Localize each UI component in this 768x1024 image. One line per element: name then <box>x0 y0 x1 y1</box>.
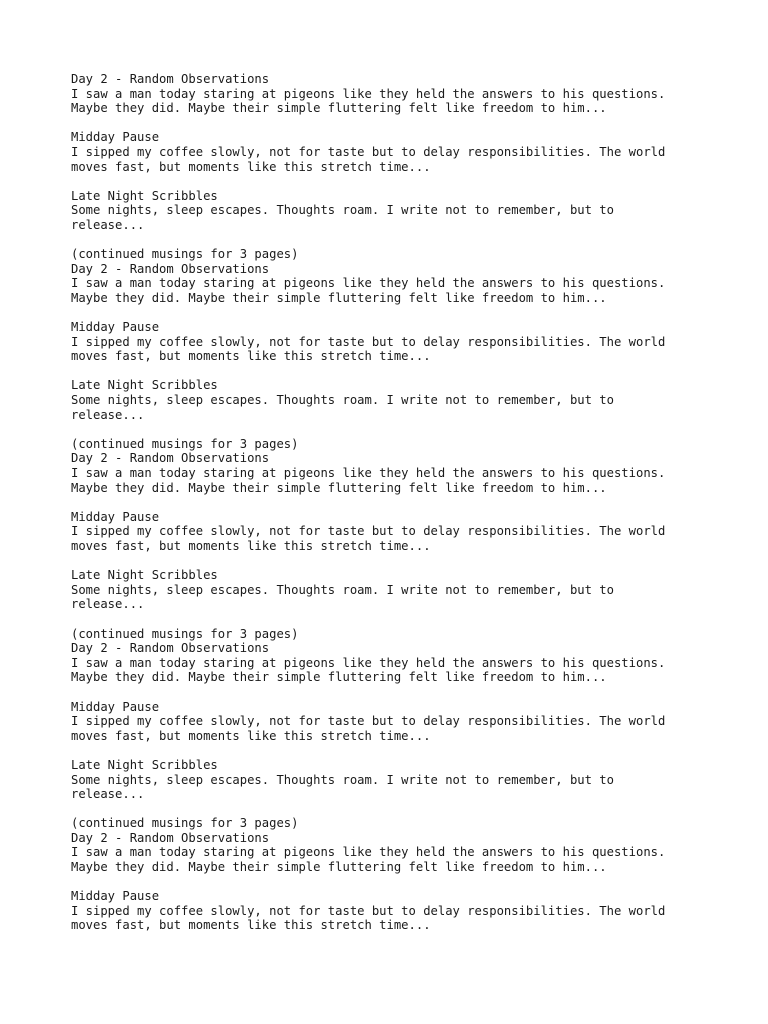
entry-title: Late Night Scribbles <box>71 378 218 393</box>
paragraph-gap <box>71 364 711 379</box>
entry-text-line: Some nights, sleep escapes. Thoughts roam. I write not to remember, but to <box>71 393 614 408</box>
journal-entry <box>71 189 711 233</box>
entry-text-line: I saw a man today staring at pigeons like they held the answers to his questions. <box>71 466 666 481</box>
entry-title: Late Night Scribbles <box>71 568 218 583</box>
entry-text-line: moves fast, but moments like this stretch time... <box>71 159 431 174</box>
entry-text-line: I sipped my coffee slowly, not for taste but to delay responsibilities. The world <box>71 334 666 349</box>
continuation-note: (continued musings for 3 pages) <box>71 816 299 831</box>
journal-entry <box>71 831 711 875</box>
entry-text-line: moves fast, but moments like this stretch time... <box>71 349 431 364</box>
paragraph-gap <box>71 495 711 510</box>
journal-entry <box>71 378 711 422</box>
entry-text-line: I sipped my coffee slowly, not for taste but to delay responsibilities. The world <box>71 524 666 539</box>
paragraph-gap <box>71 554 711 569</box>
journal-entry <box>71 451 711 495</box>
entry-text-line: I saw a man today staring at pigeons like they held the answers to his questions. <box>71 86 666 101</box>
entry-title: Day 2 - Random Observations <box>71 451 270 466</box>
entry-title: Day 2 - Random Observations <box>71 830 270 845</box>
entry-text-line: Maybe they did. Maybe their simple fluttering felt like freedom to him... <box>71 290 607 305</box>
entry-text-line: I sipped my coffee slowly, not for taste but to delay responsibilities. The world <box>71 144 666 159</box>
entry-text-line: Maybe they did. Maybe their simple fluttering felt like freedom to him... <box>71 670 607 685</box>
journal-entry <box>71 568 711 612</box>
entry-text-line: moves fast, but moments like this stretch time... <box>71 918 431 933</box>
document-page <box>71 72 711 933</box>
entry-text-line: Maybe they did. Maybe their simple fluttering felt like freedom to him... <box>71 860 607 875</box>
journal-entry <box>71 72 711 116</box>
entry-text-line: release... <box>71 787 145 802</box>
journal-entry <box>71 700 711 744</box>
paragraph-gap <box>71 422 711 437</box>
paragraph-gap <box>71 306 711 321</box>
entry-text-line: I saw a man today staring at pigeons like they held the answers to his questions. <box>71 845 666 860</box>
entry-text-line: Some nights, sleep escapes. Thoughts roam. I write not to remember, but to <box>71 582 614 597</box>
entry-title: Late Night Scribbles <box>71 757 218 772</box>
entry-text-line: release... <box>71 597 145 612</box>
entry-text-line: release... <box>71 407 145 422</box>
journal-entry <box>71 320 711 364</box>
journal-entry <box>71 889 711 933</box>
entry-text-line: I saw a man today staring at pigeons like they held the answers to his questions. <box>71 276 666 291</box>
entry-text-line: Some nights, sleep escapes. Thoughts roam. I write not to remember, but to <box>71 203 614 218</box>
paragraph-gap <box>71 116 711 131</box>
entry-title: Midday Pause <box>71 320 160 335</box>
entry-title: Late Night Scribbles <box>71 188 218 203</box>
paragraph-gap <box>71 875 711 890</box>
entry-title: Midday Pause <box>71 889 160 904</box>
entry-text-line: release... <box>71 217 145 232</box>
paragraph-gap <box>71 612 711 627</box>
journal-entry <box>71 641 711 685</box>
entry-title: Midday Pause <box>71 130 160 145</box>
entry-text-line: moves fast, but moments like this stretch time... <box>71 539 431 553</box>
entry-text-line: I saw a man today staring at pigeons like they held the answers to his questions. <box>71 655 666 670</box>
paragraph-gap <box>71 233 711 248</box>
entry-text-line: moves fast, but moments like this stretch time... <box>71 728 431 743</box>
entry-title: Day 2 - Random Observations <box>71 641 270 656</box>
paragraph-gap <box>71 685 711 700</box>
entry-title: Day 2 - Random Observations <box>71 72 270 86</box>
journal-entry <box>71 758 711 802</box>
entry-title: Midday Pause <box>71 509 160 524</box>
paragraph-gap <box>71 743 711 758</box>
entry-text-line: I sipped my coffee slowly, not for taste but to delay responsibilities. The world <box>71 714 666 729</box>
entry-text-line: Maybe they did. Maybe their simple fluttering felt like freedom to him... <box>71 480 607 495</box>
entry-text-line: I sipped my coffee slowly, not for taste but to delay responsibilities. The world <box>71 903 666 918</box>
paragraph-gap <box>71 802 711 817</box>
entry-text-line: Maybe they did. Maybe their simple fluttering felt like freedom to him... <box>71 101 607 116</box>
continuation-note: (continued musings for 3 pages) <box>71 436 299 451</box>
entry-text-line: Some nights, sleep escapes. Thoughts roam. I write not to remember, but to <box>71 772 614 787</box>
paragraph-gap <box>71 174 711 189</box>
continuation-note: (continued musings for 3 pages) <box>71 247 299 262</box>
journal-entry <box>71 510 711 554</box>
entry-title: Day 2 - Random Observations <box>71 261 270 276</box>
journal-entry <box>71 130 711 174</box>
continuation-note: (continued musings for 3 pages) <box>71 626 299 641</box>
journal-entry <box>71 262 711 306</box>
entry-title: Midday Pause <box>71 699 160 714</box>
